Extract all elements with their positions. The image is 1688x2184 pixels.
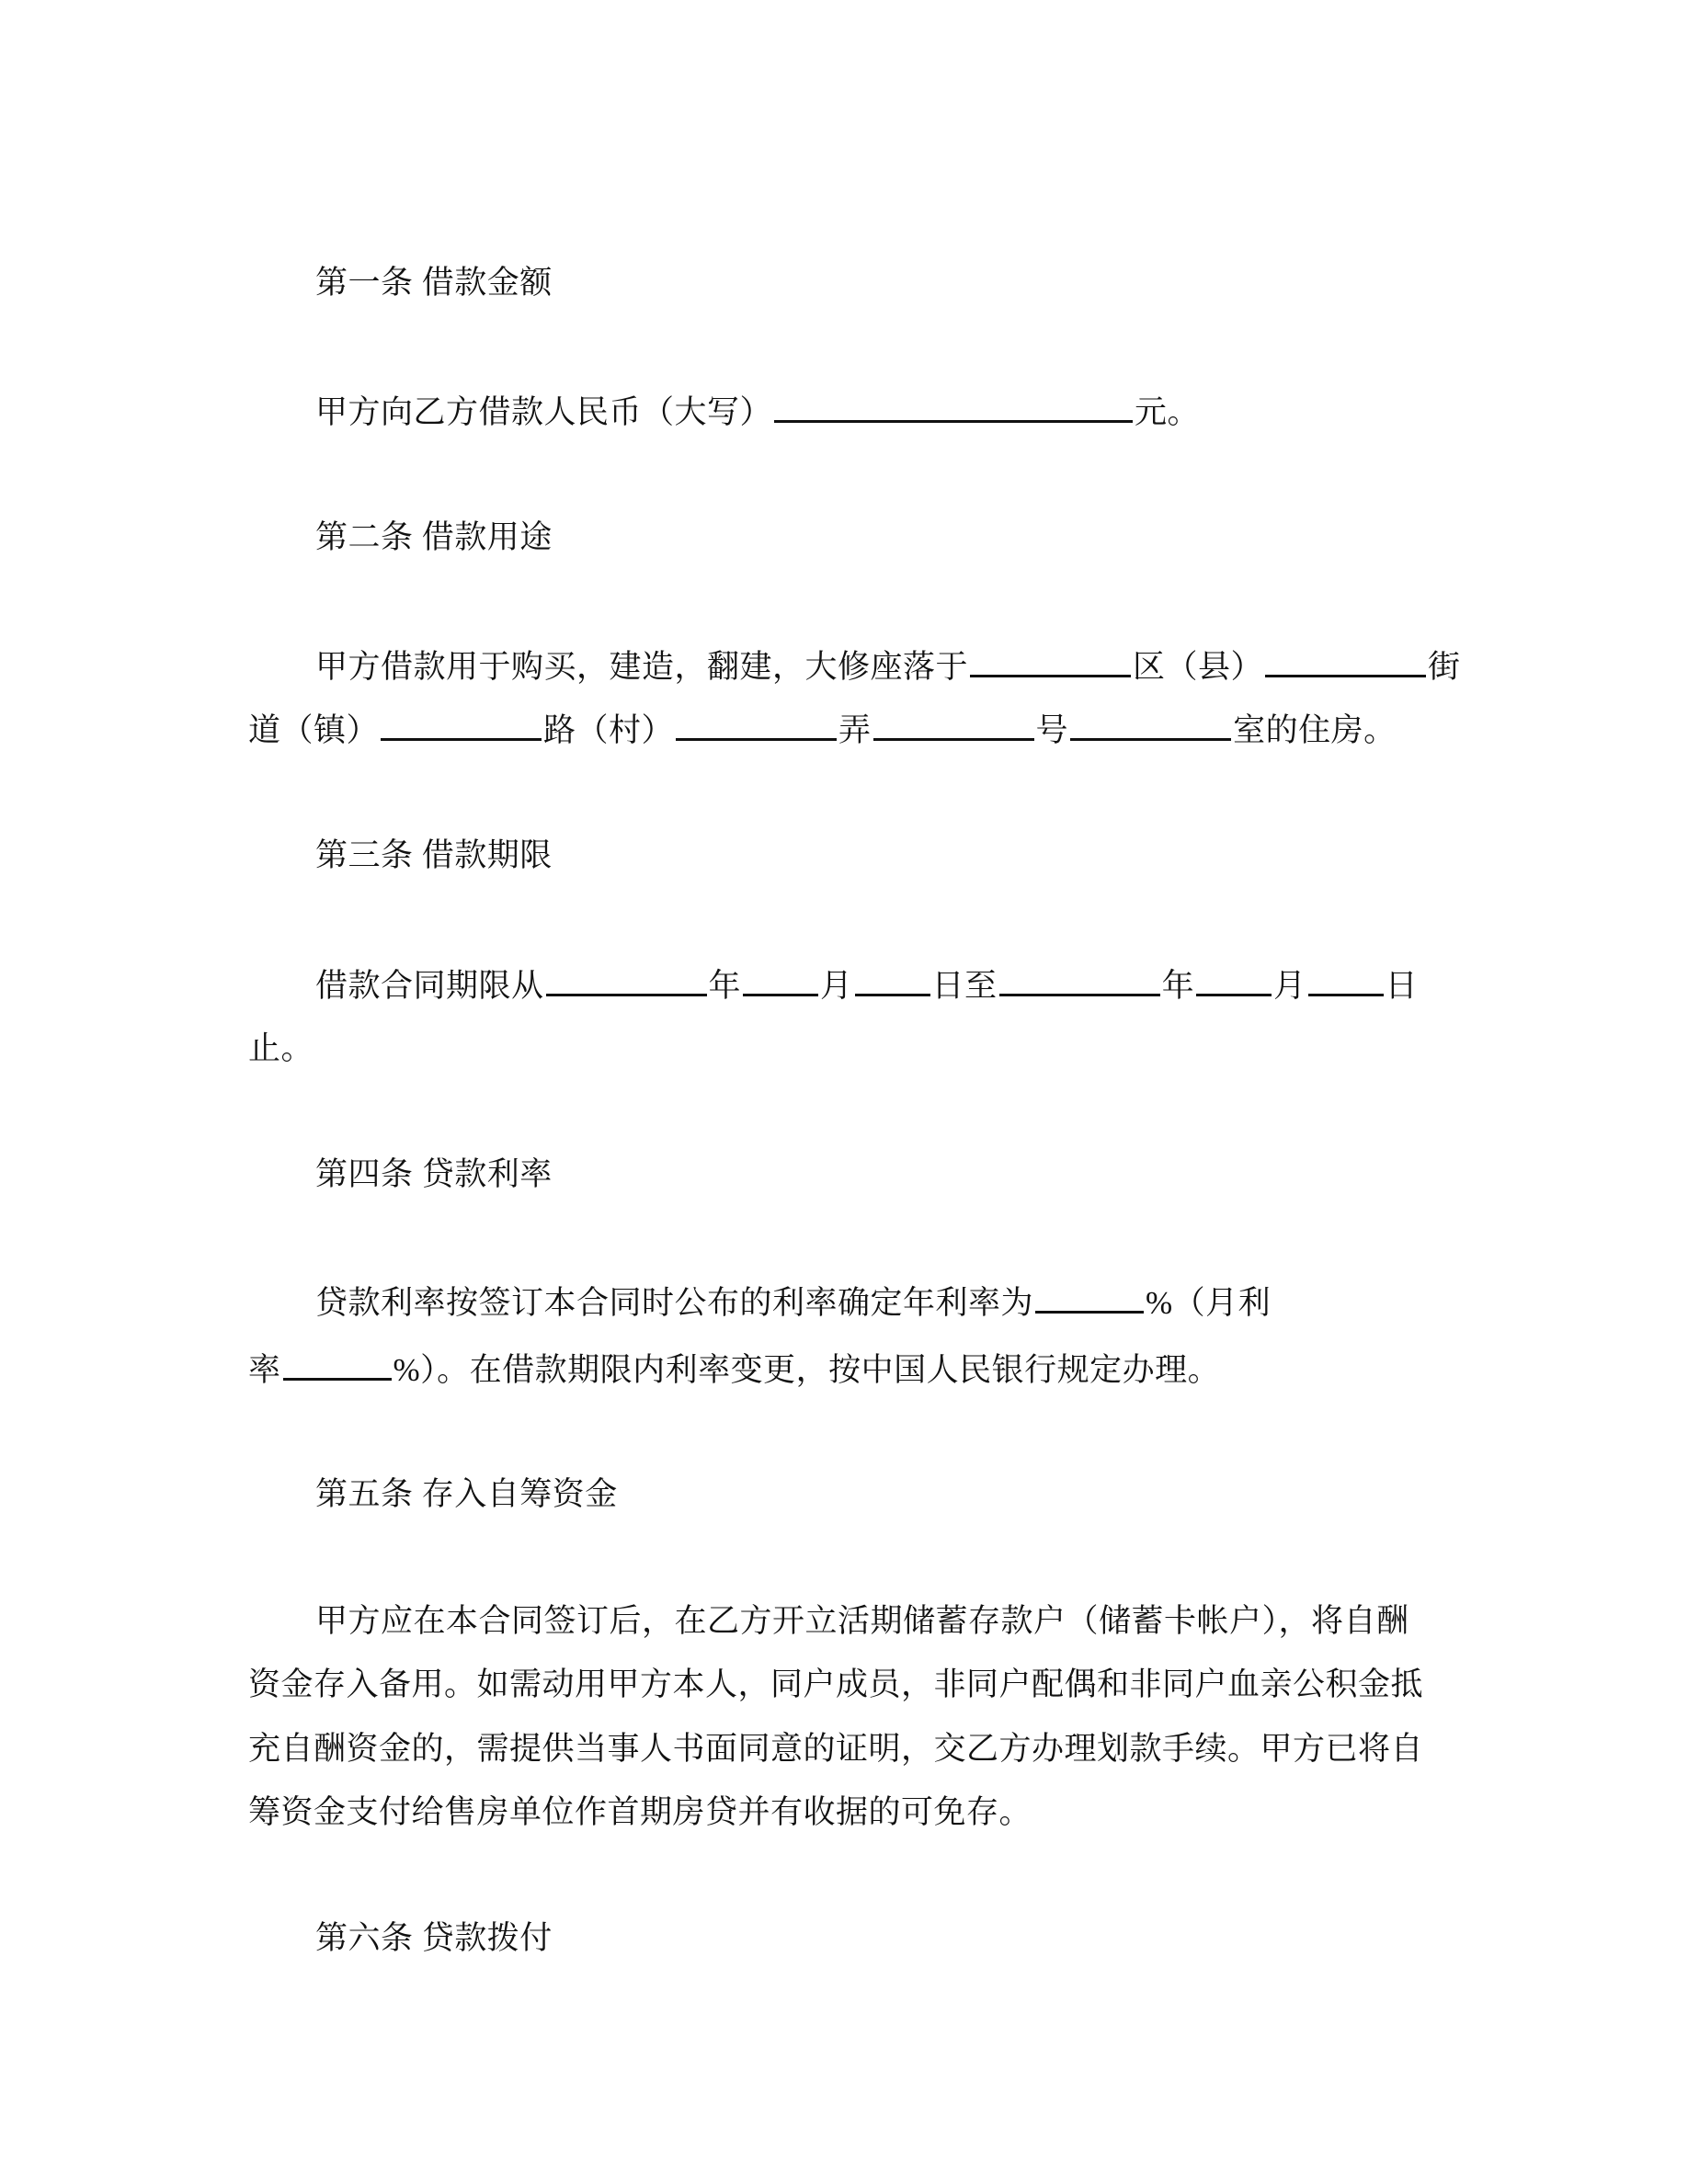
text: 路（村）: [543, 712, 675, 748]
text: 元。: [1135, 394, 1201, 430]
article-5-heading: 第五条 存入自筹资金: [315, 1476, 618, 1512]
text: 区（县）: [1133, 649, 1264, 685]
end-month-blank[interactable]: [1196, 966, 1272, 996]
text: 年: [708, 968, 742, 1004]
room-blank[interactable]: [1070, 711, 1231, 741]
article-2-line-2: [248, 711, 1397, 749]
text: %）。在借款期限内利率变更，按中国人民银行规定办理。: [393, 1352, 1221, 1388]
amount-blank[interactable]: [774, 392, 1133, 423]
article-4-line-1: [315, 1283, 1271, 1322]
text: 月: [1273, 968, 1306, 1004]
street-blank[interactable]: [1265, 647, 1426, 677]
end-day-blank[interactable]: [1308, 966, 1384, 996]
text: %（月利: [1146, 1285, 1272, 1321]
article-5-line-1: [315, 1603, 1409, 1640]
monthly-rate-blank[interactable]: [283, 1350, 392, 1381]
article-3-line-1: [315, 966, 1418, 1005]
article-2-heading: 第二条 借款用途: [315, 519, 553, 555]
text: 街: [1428, 649, 1461, 685]
text: 室的住房。: [1233, 712, 1397, 748]
number-blank[interactable]: [873, 711, 1034, 741]
text: 率: [248, 1352, 281, 1388]
start-year-blank[interactable]: [546, 966, 707, 996]
text: 甲方应在本合同签订后，在乙方开立活期储蓄存款户（储蓄卡帐户），将自酬: [315, 1603, 1409, 1639]
text: 充自酬资金的，需提供当事人书面同意的证明，交乙方办理划款手续。甲方已将自: [248, 1731, 1424, 1767]
text: 甲方借款用于购买，建造，翻建，大修座落于: [315, 649, 969, 685]
text: 资金存入备用。如需动用甲方本人，同户成员，非同户配偶和非同户血亲公积金抵: [248, 1666, 1424, 1702]
article-4-line-2: [248, 1350, 1220, 1389]
article-2-line-1: [315, 647, 1461, 686]
road-blank[interactable]: [381, 711, 542, 741]
article-5-line-3: [248, 1731, 1423, 1768]
end-year-blank[interactable]: [999, 966, 1160, 996]
text: 筹资金支付给售房单位作首期房贷并有收据的可免存。: [248, 1794, 1032, 1830]
text: 贷款利率按签订本合同时公布的利率确定年利率为: [315, 1285, 1034, 1321]
text: 日至: [931, 968, 998, 1004]
text: 道（镇）: [248, 712, 380, 748]
text: 弄: [838, 712, 872, 748]
text: 日: [1385, 968, 1419, 1004]
start-day-blank[interactable]: [855, 966, 930, 996]
article-5-line-2: [248, 1666, 1423, 1703]
text: 止。: [248, 1030, 314, 1066]
district-blank[interactable]: [970, 647, 1131, 677]
text: 年: [1161, 968, 1195, 1004]
text: 月: [820, 968, 853, 1004]
article-3-heading: 第三条 借款期限: [315, 837, 553, 873]
text: 甲方向乙方借款人民币（大写）: [315, 394, 773, 430]
annual-rate-blank[interactable]: [1035, 1283, 1144, 1314]
text: 借款合同期限从: [315, 968, 544, 1004]
article-1-heading: 第一条 借款金额: [315, 265, 553, 301]
article-3-line-2: [248, 1030, 314, 1067]
article-1-line-1: [315, 392, 1200, 431]
text: 号: [1035, 712, 1069, 748]
article-4-heading: 第四条 贷款利率: [315, 1156, 553, 1192]
article-5-line-4: [248, 1794, 1032, 1831]
article-6-heading: 第六条 贷款拨付: [315, 1920, 553, 1956]
lane-blank[interactable]: [676, 711, 837, 741]
start-month-blank[interactable]: [743, 966, 818, 996]
